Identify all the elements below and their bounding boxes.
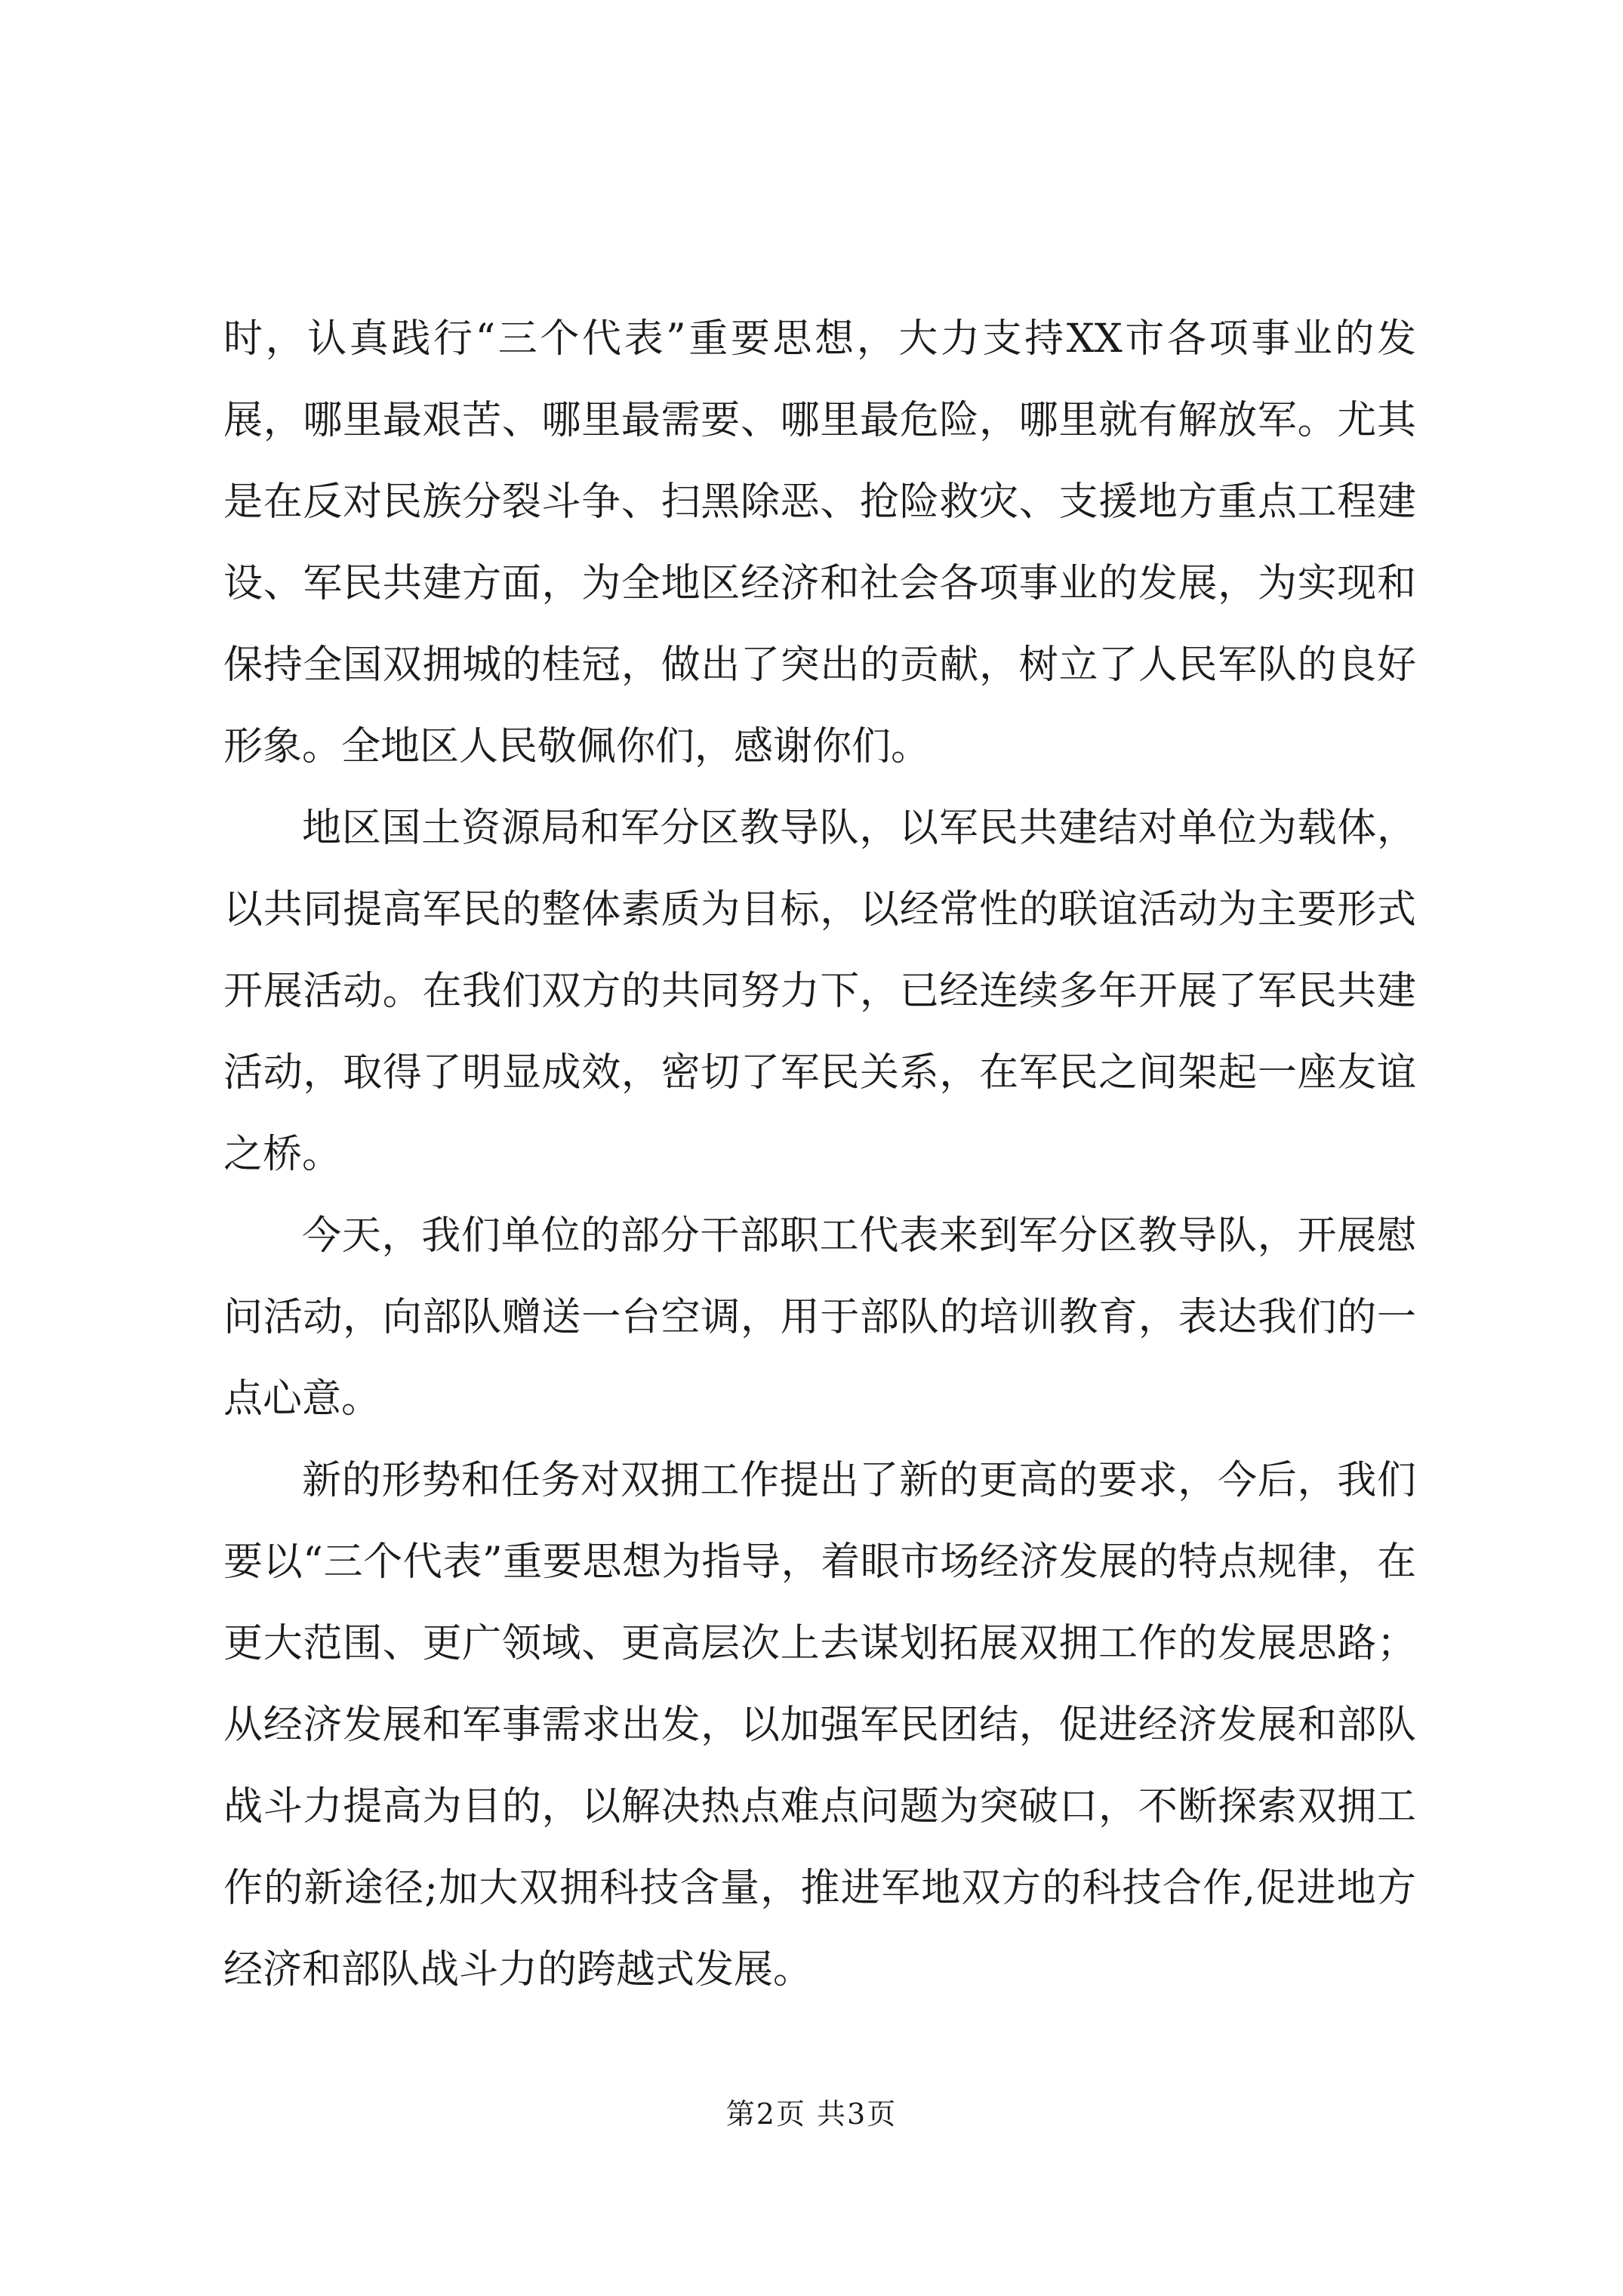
paragraph-3: 今天，我们单位的部分干部职工代表来到军分区教导队，开展慰问活动，向部队赠送一台空调，用于部队的培训教育，表达我们的一点心意。 [223, 1213, 1416, 1422]
document-body [223, 298, 1416, 2011]
paragraph-4: 新的形势和任务对双拥工作提出了新的更高的要求，今后，我们要以“三个代表”重要思想为指导，着眼市场经济发展的特点规律，在更大范围、更广领域、更高层次上去谋划拓展双拥工作的发展思路；从经济发展和军事需求出发，以加强军民团结，促进经济发展和部队战斗力提高为目的，以解决热点难点问题为突破口，不断探索双拥工作的新途径;加大双拥科技含量，推进军地双方的科技合作,促进地方经济和部队战斗力的跨越式发展。 [223, 1458, 1416, 1992]
paragraph-2: 地区国土资源局和军分区教导队，以军民共建结对单位为载体，以共同提高军民的整体素质为目标，以经常性的联谊活动为主要形式开展活动。在我们双方的共同努力下，已经连续多年开展了军民共建活动，取得了明显成效，密切了军民关系，在军民之间架起一座友谊之桥。 [223, 806, 1416, 1177]
paragraph-1: 时，认真践行“三个代表”重要思想，大力支持XX市各项事业的发展，哪里最艰苦、哪里最需要、哪里最危险，哪里就有解放军。尤其是在反对民族分裂斗争、扫黑除恶、抢险救灾、支援地方重点工程建设、军民共建方面，为全地区经济和社会各项事业的发展，为实现和保持全国双拥城的桂冠，做出了突出的贡献，树立了人民军队的良好形象。全地区人民敬佩你们，感谢你们。 [223, 316, 1416, 769]
page-number-footer: 第2页 共3页 [725, 2097, 898, 2131]
